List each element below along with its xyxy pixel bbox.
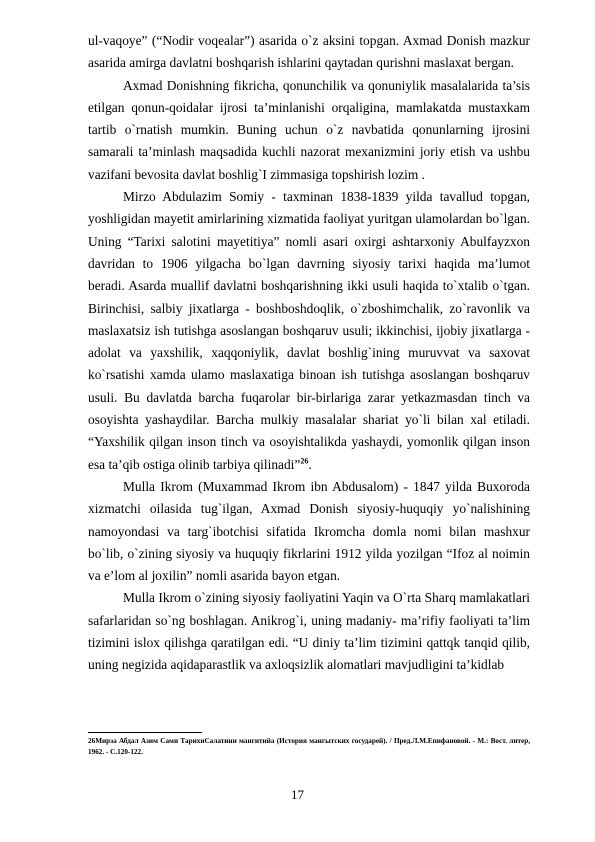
paragraph-1: ul-vaqoye” (“Nodir voqealar”) asarida o`z aksini topgan. Axmad Donish mazkur asarida amirga davlatni boshqarish ishlarini qaytadan qurishni maslaxat bergan. bbox=[88, 33, 530, 71]
paragraph-3 bbox=[88, 186, 530, 476]
footnote-separator bbox=[88, 732, 202, 733]
page-number: 17 bbox=[291, 787, 304, 802]
paragraph-3-tail: . bbox=[308, 456, 312, 472]
paragraph-5: Mulla Ikrom o`zining siyosiy faoliyatini Yaqin va O`rta Sharq mamlakatlari safarlaridan so`ng boshlagan. Anikrog`i, uning madaniy- ma’rifiy faoliyati ta’lim tizimini islox qilishga qaratilgan edi. “U diniy ta’lim tizimini qattqk tanqid qilib, uning negizida aqidaparastlik va axloqsizlik alomatlari mavjudligini ta’kidlab bbox=[88, 590, 530, 673]
footnote: 26Мирза Абдал Азим Сами ТарихиСалатини мангитийа (История мангытских государей). / Пред.Л.М.Епифановой. - М.: Вост. литер, 1962. - С.120-122. bbox=[88, 737, 530, 756]
page-body bbox=[88, 30, 530, 677]
paragraph-4: Mulla Ikrom (Muxammad Ikrom ibn Abdusalom) - 1847 yilda Buxoroda xizmatchi oilasida tug`ilgan, Axmad Donish siyosiy-huquqiy yo`nalishining namoyondasi va targ`ibotchisi sifatida Ikromcha domla nomi bilan mashxur bo`lib, o`zining siyosiy va huquqiy fikrlarini 1912 yilda yozilgan “Ifoz al noimin va e’lom al joxilin” nomli asarida bayon etgan. bbox=[88, 478, 530, 584]
paragraph-2: Axmad Donishning fikricha, qonunchilik va qonuniylik masalalarida ta’sis etilgan qonun-qoidalar ijrosi ta’minlanishi orqaligina, mamlakatda mustaxkam tartib o`rnatish mumkin. Buning uchun o`z navbatida qonunlarning ijrosini samarali ta’minlash maqsadida kuchli nazorat mexanizmini joriy etish va ushbu vazifani bevosita davlat boshlig`I zimmasiga topshirish lozim . bbox=[88, 77, 530, 182]
paragraph-3-text: Mirzo Abdulazim Somiy - taxminan 1838-1839 yilda tavallud topgan, yoshligidan mayetit amirlarining xizmatida faoliyat yuritgan ulamolardan bo`lgan. Uning “Tarixi salotini mayetitiya” nomli asari oxirgi ashtarxoniy Abulfayzxon davridan to 1906 yilgacha bo`lgan davrning siyosiy tarixi haqida ma’lumot beradi. Asarda muallif davlatni boshqarishning ikki usuli haqida to`xtalib o`tgan. Birinchisi, salbiy jixatlarga - boshboshdoqlik, o`zboshimchalik, zo`ravonlik va maslaxatsiz ish tutishga asoslangan boshqaruv usuli; ikkinchisi, ijobiy jixatlarga - adolat va yaxshilik, xaqqoniylik, davlat boshlig`ining muruvvat va saxovat ko`rsatishi xamda ulamo maslaxatiga binoan ish tutishga asoslangan boshqaruv usuli. Bu davlatda barcha fuqarolar bir-birlariga zarar yetkazmasdan tinch va osoyishta yashaydilar. Barcha mulkiy masalalar shariat yo`li bilan xal etiladi. “Yaxshilik qilgan inson tinch va osoyishtalikda yashaydi, yomonlik qilgan inson esa ta’qib ostiga olinib tarbiya qilinadi” bbox=[88, 189, 530, 472]
footnote-ref-26[interactable]: 26 bbox=[300, 456, 309, 466]
